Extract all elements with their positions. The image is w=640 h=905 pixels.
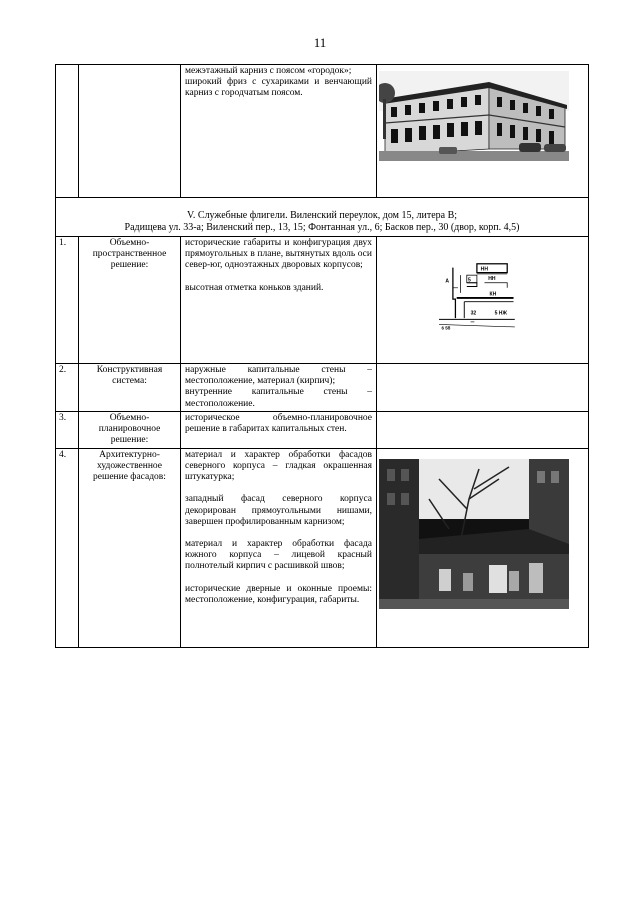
section-title-line2: Радищева ул. 33-а; Виленский пер., 13, 15; Фонтанная ул., 6; Басков пер., 30 (двор, корп. 4,5) — [124, 222, 520, 233]
table-row-top — [56, 65, 589, 198]
section-title — [56, 198, 589, 237]
photo-building-corner — [379, 71, 569, 161]
row-name: Объемно-планировочное решение: — [79, 411, 181, 448]
plan-label: А — [445, 278, 449, 285]
plan-label: НН — [480, 266, 488, 273]
row-number: 4. — [56, 448, 79, 647]
site-plan-drawing — [439, 241, 559, 351]
plan-label: 32 — [470, 310, 477, 317]
photo-courtyard-building — [379, 459, 569, 609]
table-row — [56, 364, 589, 412]
table-row — [56, 448, 589, 647]
image-cell — [377, 237, 589, 364]
description-cell — [181, 411, 377, 448]
image-cell — [377, 448, 589, 647]
row-number: 1. — [56, 237, 79, 364]
plan-label: 5 НЖ — [494, 310, 508, 317]
description-line: историческое объемно-планировочное решение в габаритах капитальных стен. — [185, 412, 372, 435]
description-cell — [181, 65, 377, 198]
description-line: внутренние капитальные стены – местоположение. — [185, 387, 372, 409]
row-number: 2. — [56, 364, 79, 412]
table-row — [56, 411, 589, 448]
row-name: Архитектурно-художественное решение фасадов: — [79, 448, 181, 647]
plan-label: НН — [488, 276, 496, 283]
table-row — [56, 237, 589, 364]
protection-table — [55, 64, 589, 648]
plan-label: КН — [489, 291, 497, 298]
row-name: Конструктивная система: — [79, 364, 181, 412]
description-line: материал и характер обработки фасадов северного корпуса – гладкая окрашенная штукатурка; — [185, 449, 372, 483]
description-cell — [181, 237, 377, 364]
row-name: Объемно-пространственное решение: — [79, 237, 181, 364]
section-title-line1: V. Служебные флигели. Виленский переулок, дом 15, литера В; — [186, 210, 458, 221]
description-line: западный фасад северного корпуса декорирован прямоугольными нишами, завершен профилированным карнизом; — [185, 494, 372, 527]
section-header-row — [56, 198, 589, 237]
description-cell — [181, 364, 377, 412]
description-line: исторические дверные и оконные проемы: местоположение, конфигурация, габариты. — [185, 583, 372, 605]
plan-label: 5 — [468, 277, 471, 284]
description-line: исторические габариты и конфигурация двух прямоугольных в плане, вытянутых вдоль оси север-юг, одноэтажных дворовых корпусов; — [185, 238, 372, 271]
description-line: материал и характер обработки фасада южного корпуса – лицевой красный полнотелый кирпич с расшивкой швов; — [185, 539, 372, 572]
image-cell — [377, 65, 589, 198]
page-number: 11 — [313, 35, 327, 50]
description-line: наружные капитальные стены – местоположение, материал (кирпич); — [185, 365, 372, 387]
description-line: широкий фриз с сухариками и венчающий карниз с городчатым поясом. — [185, 77, 372, 99]
row-number: 3. — [56, 411, 79, 448]
description-line: высотная отметка коньков зданий. — [185, 282, 324, 293]
description-line: межэтажный карниз с поясом «городок»; — [185, 66, 352, 76]
plan-label: 6 5б — [441, 325, 451, 331]
description-cell — [181, 448, 377, 647]
